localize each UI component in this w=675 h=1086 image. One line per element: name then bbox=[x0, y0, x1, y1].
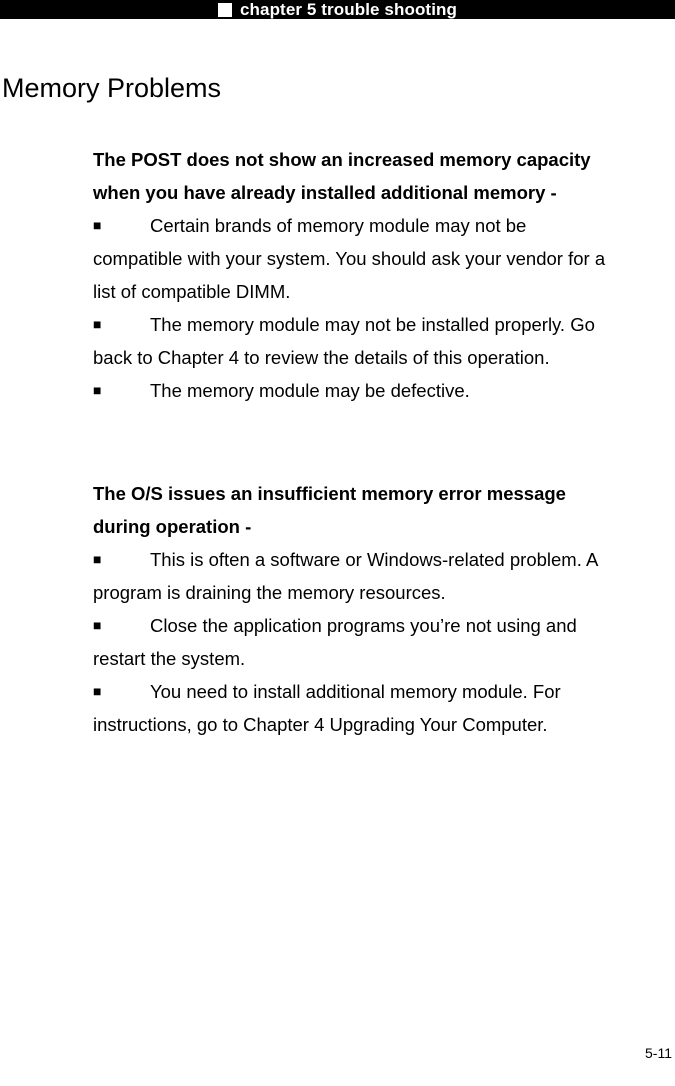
list-item-continuation: back to Chapter 4 to review the details of this operation. bbox=[93, 347, 550, 368]
list-item-text: Certain brands of memory module may not be bbox=[150, 215, 527, 236]
list-item-text: This is often a software or Windows-related problem. A bbox=[150, 549, 599, 570]
square-bullet-icon: ■ bbox=[93, 217, 102, 233]
square-bullet-icon: ■ bbox=[93, 551, 102, 567]
list-item bbox=[93, 374, 675, 407]
list-item-continuation: instructions, go to Chapter 4 Upgrading Your Computer. bbox=[93, 714, 548, 735]
chapter-title: chapter 5 trouble shooting bbox=[239, 0, 457, 19]
page-number: 5-11 bbox=[645, 1045, 672, 1061]
list-item-continuation: list of compatible DIMM. bbox=[93, 281, 291, 302]
list-item-text: Close the application programs you’re not using and bbox=[150, 615, 577, 636]
list-item-continuation: restart the system. bbox=[93, 648, 246, 669]
page-title: Memory Problems bbox=[2, 73, 222, 103]
list-item bbox=[93, 609, 675, 642]
section-heading-line: The O/S issues an insufficient memory error message bbox=[93, 483, 566, 504]
list-item-text: You need to install additional memory module. For bbox=[150, 681, 561, 702]
list-item-text: The memory module may not be installed properly. Go bbox=[150, 314, 595, 335]
list-item bbox=[93, 308, 675, 341]
section-os-memory-error bbox=[93, 477, 675, 741]
list-item bbox=[93, 209, 675, 242]
section-heading-line: during operation - bbox=[93, 516, 252, 537]
square-bullet-icon: ■ bbox=[93, 316, 102, 332]
section-heading-line: The POST does not show an increased memory capacity bbox=[93, 149, 591, 170]
square-bullet-icon: ■ bbox=[93, 617, 102, 633]
section-heading-line: when you have already installed additional memory - bbox=[93, 182, 557, 203]
list-item-text: The memory module may be defective. bbox=[150, 380, 470, 401]
list-item bbox=[93, 543, 675, 576]
square-bullet-icon: ■ bbox=[93, 683, 102, 699]
list-item bbox=[93, 675, 675, 708]
square-icon bbox=[218, 3, 232, 17]
chapter-header-bar bbox=[0, 0, 675, 19]
section-post-memory bbox=[93, 143, 675, 407]
list-item-continuation: program is draining the memory resources. bbox=[93, 582, 446, 603]
square-bullet-icon: ■ bbox=[93, 382, 102, 398]
chapter-header bbox=[218, 0, 457, 19]
list-item-continuation: compatible with your system. You should ask your vendor for a bbox=[93, 248, 606, 269]
